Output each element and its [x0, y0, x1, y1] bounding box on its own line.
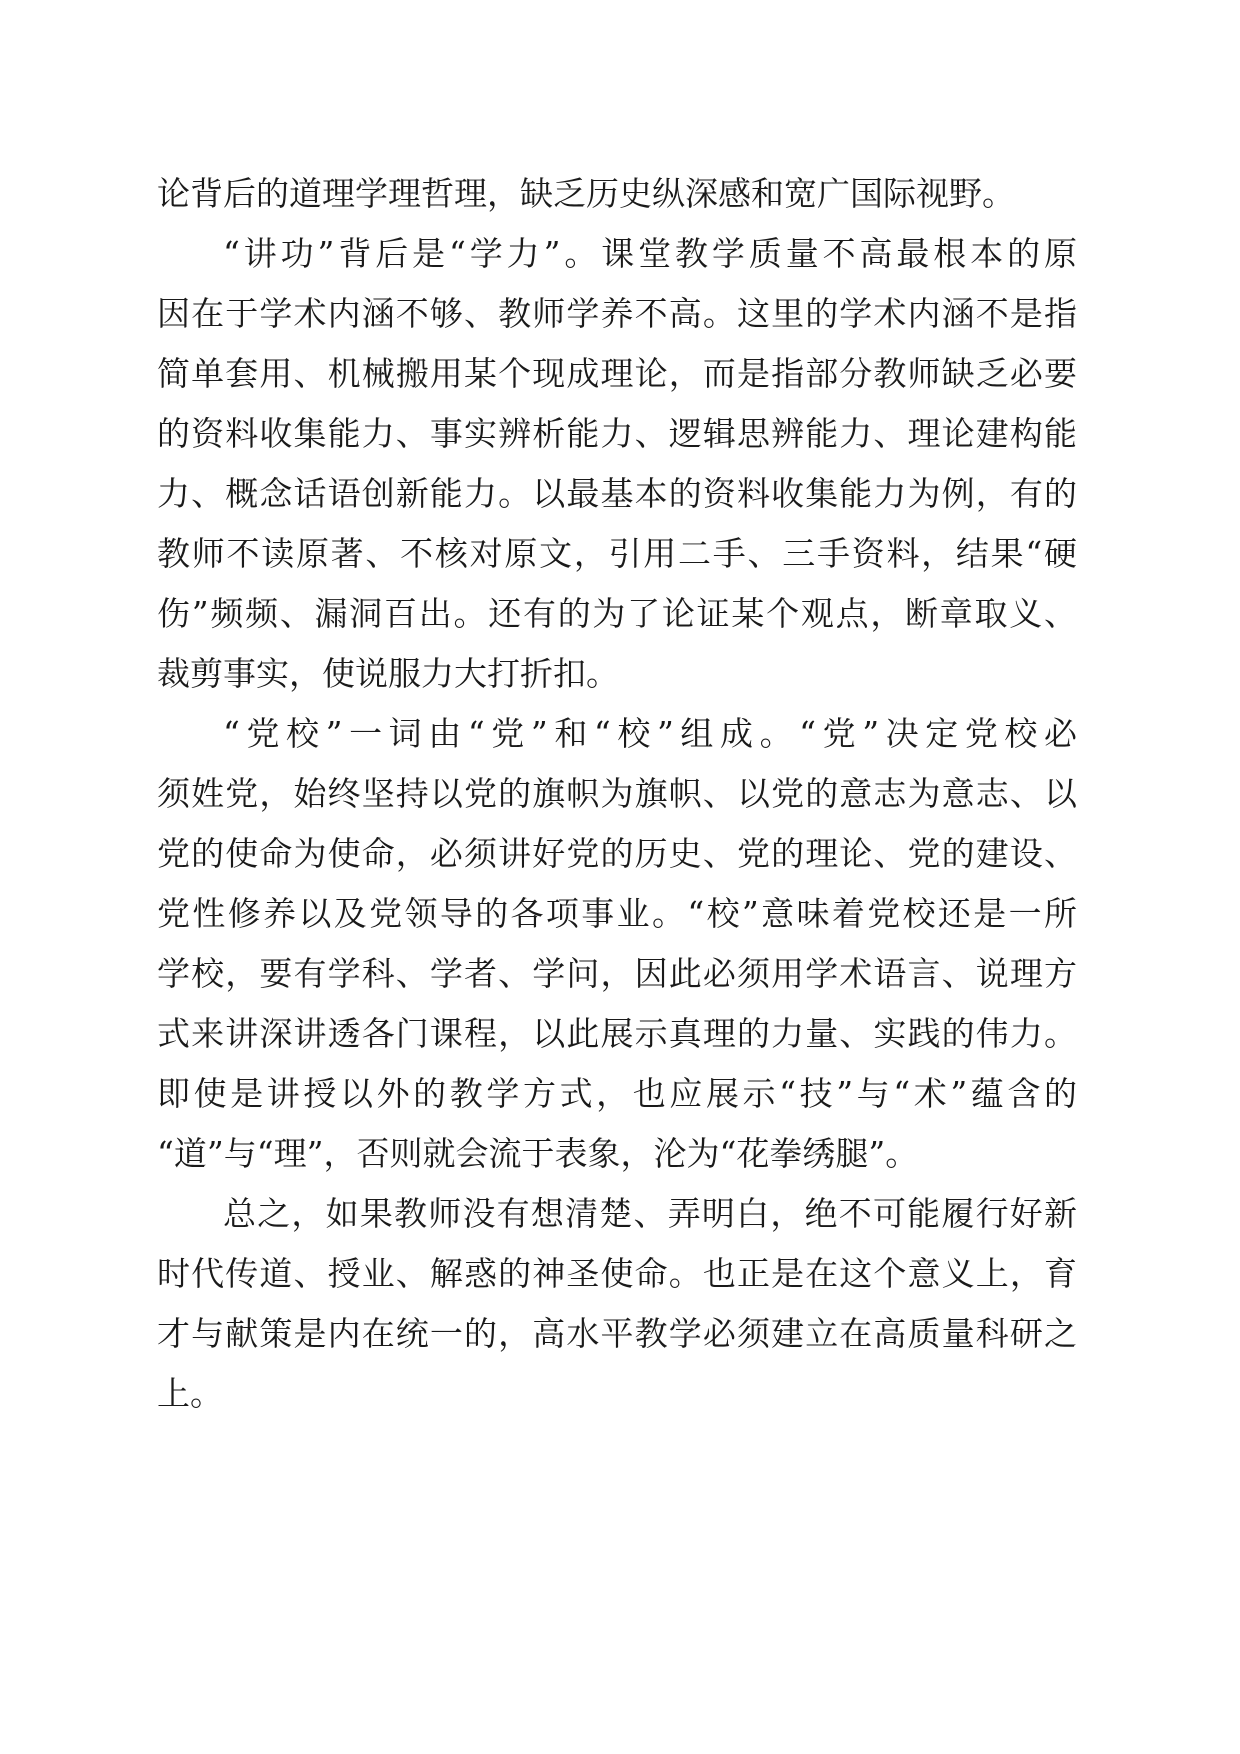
- text-line: 党的使命为使命，必须讲好党的历史、党的理论、党的建设、: [157, 834, 1077, 873]
- paragraph-first-line: “党校”一词由“党”和“校”组成。“党”决定党校必: [223, 714, 1077, 753]
- paragraph-first-line: “讲功”背后是“学力”。课堂教学质量不高最根本的原: [223, 234, 1077, 273]
- text-line: 时代传道、授业、解惑的神圣使命。也正是在这个意义上，育: [157, 1254, 1077, 1293]
- text-line: 力、概念话语创新能力。以最基本的资料收集能力为例，有的: [157, 474, 1077, 513]
- text-line: 伤”频频、漏洞百出。还有的为了论证某个观点，断章取义、: [157, 594, 1077, 633]
- text-line: 论背后的道理学理哲理，缺乏历史纵深感和宽广国际视野。: [157, 174, 1015, 213]
- paragraph-first-line: 总之，如果教师没有想清楚、弄明白，绝不可能履行好新: [223, 1194, 1077, 1233]
- text-line: 党性修养以及党领导的各项事业。“校”意味着党校还是一所: [157, 894, 1077, 933]
- text-line: 才与献策是内在统一的，高水平教学必须建立在高质量科研之: [157, 1314, 1077, 1353]
- text-line: 因在于学术内涵不够、教师学养不高。这里的学术内涵不是指: [157, 294, 1077, 333]
- text-line: 学校，要有学科、学者、学问，因此必须用学术语言、说理方: [157, 954, 1077, 993]
- text-line: “道”与“理”，否则就会流于表象，沦为“花拳绣腿”。: [157, 1134, 919, 1173]
- text-line: 简单套用、机械搬用某个现成理论，而是指部分教师缺乏必要: [157, 354, 1077, 393]
- text-line: 式来讲深讲透各门课程，以此展示真理的力量、实践的伟力。: [157, 1014, 1077, 1053]
- text-line: 上。: [157, 1374, 223, 1413]
- text-line: 须姓党，始终坚持以党的旗帜为旗帜、以党的意志为意志、以: [157, 774, 1077, 813]
- text-line: 裁剪事实，使说服力大打折扣。: [157, 654, 619, 693]
- text-line: 即使是讲授以外的教学方式，也应展示“技”与“术”蕴含的: [157, 1074, 1077, 1113]
- text-line: 教师不读原著、不核对原文，引用二手、三手资料，结果“硬: [157, 534, 1077, 573]
- text-line: 的资料收集能力、事实辨析能力、逻辑思辨能力、理论建构能: [157, 414, 1077, 453]
